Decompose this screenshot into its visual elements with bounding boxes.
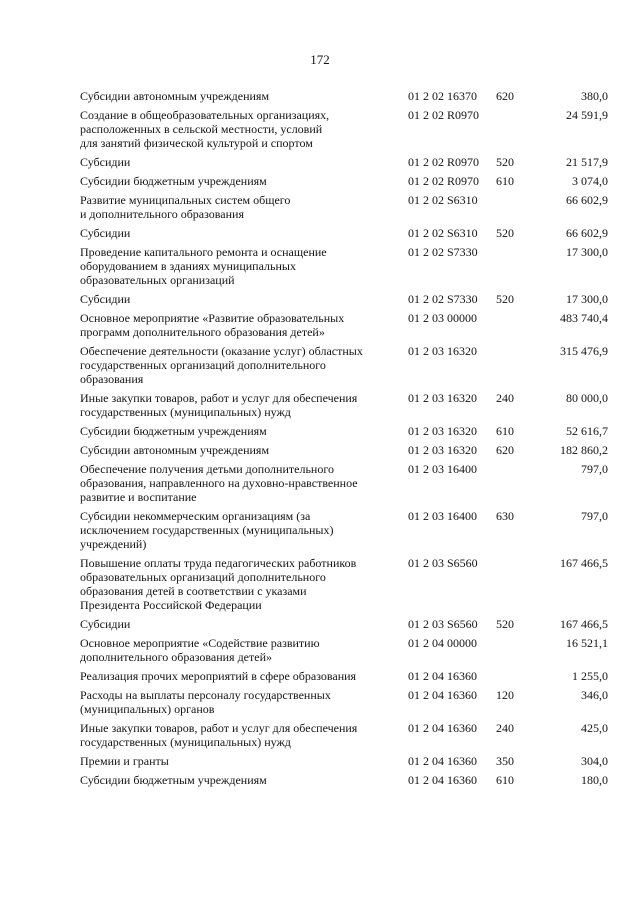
row-amount: 66 602,9 [566,226,608,240]
row-target-code: 01 2 02 S6310 [408,193,478,207]
row-expense-type: 350 [496,754,514,768]
budget-table [80,89,608,792]
table-row [80,462,608,504]
page-number: 172 [310,52,330,67]
table-row [80,226,608,240]
row-amount: 315 476,9 [560,344,608,358]
row-target-code: 01 2 03 16400 [408,462,477,476]
row-description: Создание в общеобразовательных организациях, расположенных в сельской местности, условий для занятий физической культурой и спортом [80,108,330,150]
row-target-code: 01 2 02 S6310 [408,226,478,240]
row-description: Субсидии [80,617,131,631]
row-description: Субсидии автономным учреждениям [80,89,270,103]
row-target-code: 01 2 03 16320 [408,344,477,358]
row-amount: 346,0 [581,688,608,702]
row-description: Субсидии некоммерческим организациям (за исключением государственных (муниципальных) учреждений) [80,509,334,551]
row-target-code: 01 2 04 16360 [408,669,477,683]
row-target-code: 01 2 02 R0970 [408,155,480,169]
row-amount: 167 466,5 [560,617,608,631]
row-amount: 797,0 [581,462,608,476]
row-expense-type: 520 [496,617,514,631]
row-target-code: 01 2 03 S6560 [408,617,478,631]
row-amount: 797,0 [581,509,608,523]
row-expense-type: 630 [496,509,514,523]
table-row [80,193,608,221]
table-row [80,391,608,419]
row-description: Основное мероприятие «Развитие образовательных программ дополнительного образования детей» [80,311,345,339]
row-description: Расходы на выплаты персоналу государственных (муниципальных) органов [80,688,331,716]
row-expense-type: 240 [496,721,514,735]
row-description: Субсидии автономным учреждениям [80,443,270,457]
row-expense-type: 610 [496,424,514,438]
row-description: Развитие муниципальных систем общего и дополнительного образования [80,193,291,221]
row-description: Субсидии бюджетным учреждениям [80,174,267,188]
row-amount: 425,0 [581,721,608,735]
row-amount: 17 300,0 [566,245,608,259]
row-target-code: 01 2 03 16320 [408,443,477,457]
row-description: Обеспечение получения детьми дополнительного образования, направленного на духовно-нравственное развитие и воспитание [80,462,358,504]
row-target-code: 01 2 04 16360 [408,754,477,768]
row-amount: 66 602,9 [566,193,608,207]
row-amount: 21 517,9 [566,155,608,169]
table-row [80,688,608,716]
table-row [80,311,608,339]
row-amount: 24 591,9 [566,108,608,122]
row-amount: 380,0 [581,89,608,103]
table-row [80,424,608,438]
table-row [80,89,608,103]
row-target-code: 01 2 03 16320 [408,424,477,438]
row-description: Проведение капитального ремонта и оснащение оборудованием в зданиях муниципальных образовательных организаций [80,245,327,287]
row-target-code: 01 2 04 16360 [408,773,477,787]
row-amount: 180,0 [581,773,608,787]
row-expense-type: 610 [496,174,514,188]
row-amount: 52 616,7 [566,424,608,438]
row-amount: 304,0 [581,754,608,768]
row-target-code: 01 2 04 00000 [408,636,477,650]
row-description: Субсидии [80,292,131,306]
row-target-code: 01 2 02 S7330 [408,245,478,259]
row-description: Реализация прочих мероприятий в сфере образования [80,669,357,683]
row-expense-type: 120 [496,688,514,702]
row-expense-type: 240 [496,391,514,405]
row-amount: 167 466,5 [560,556,608,570]
table-row [80,344,608,386]
row-expense-type: 520 [496,226,514,240]
row-amount: 16 521,1 [566,636,608,650]
table-row [80,174,608,188]
row-expense-type: 520 [496,292,514,306]
row-target-code: 01 2 03 16320 [408,391,477,405]
table-row [80,669,608,683]
row-target-code: 01 2 02 S7330 [408,292,478,306]
row-amount: 483 740,4 [560,311,608,325]
row-amount: 17 300,0 [566,292,608,306]
row-target-code: 01 2 02 R0970 [408,174,480,188]
row-amount: 3 074,0 [572,174,608,188]
row-target-code: 01 2 03 S6560 [408,556,478,570]
table-row [80,108,608,150]
row-description: Премии и гранты [80,754,169,768]
table-row [80,773,608,787]
row-description: Повышение оплаты труда педагогических работников образовательных организаций дополнительного образования детей в соответствии с указами Президента Российской Федерации [80,556,357,612]
row-description: Субсидии [80,226,131,240]
row-target-code: 01 2 02 R0970 [408,108,480,122]
row-amount: 80 000,0 [566,391,608,405]
row-description: Субсидии бюджетным учреждениям [80,424,267,438]
table-row [80,443,608,457]
table-row [80,754,608,768]
row-description: Субсидии [80,155,131,169]
row-expense-type: 610 [496,773,514,787]
table-row [80,155,608,169]
table-row [80,636,608,664]
row-target-code: 01 2 03 00000 [408,311,477,325]
row-description: Основное мероприятие «Содействие развитию дополнительного образования детей» [80,636,320,664]
row-target-code: 01 2 03 16400 [408,509,477,523]
row-amount: 182 860,2 [560,443,608,457]
row-amount: 1 255,0 [572,669,608,683]
row-expense-type: 520 [496,155,514,169]
table-row [80,292,608,306]
row-target-code: 01 2 04 16360 [408,721,477,735]
row-description: Иные закупки товаров, работ и услуг для обеспечения государственных (муниципальных) нужд [80,391,358,419]
row-expense-type: 620 [496,89,514,103]
row-description: Субсидии бюджетным учреждениям [80,773,267,787]
row-description: Иные закупки товаров, работ и услуг для обеспечения государственных (муниципальных) нужд [80,721,358,749]
row-target-code: 01 2 02 16370 [408,89,477,103]
table-row [80,721,608,749]
row-description: Обеспечение деятельности (оказание услуг) областных государственных организаций дополнительного образования [80,344,363,386]
row-target-code: 01 2 04 16360 [408,688,477,702]
row-expense-type: 620 [496,443,514,457]
table-row [80,245,608,287]
table-row [80,617,608,631]
table-row [80,556,608,612]
table-row [80,509,608,551]
